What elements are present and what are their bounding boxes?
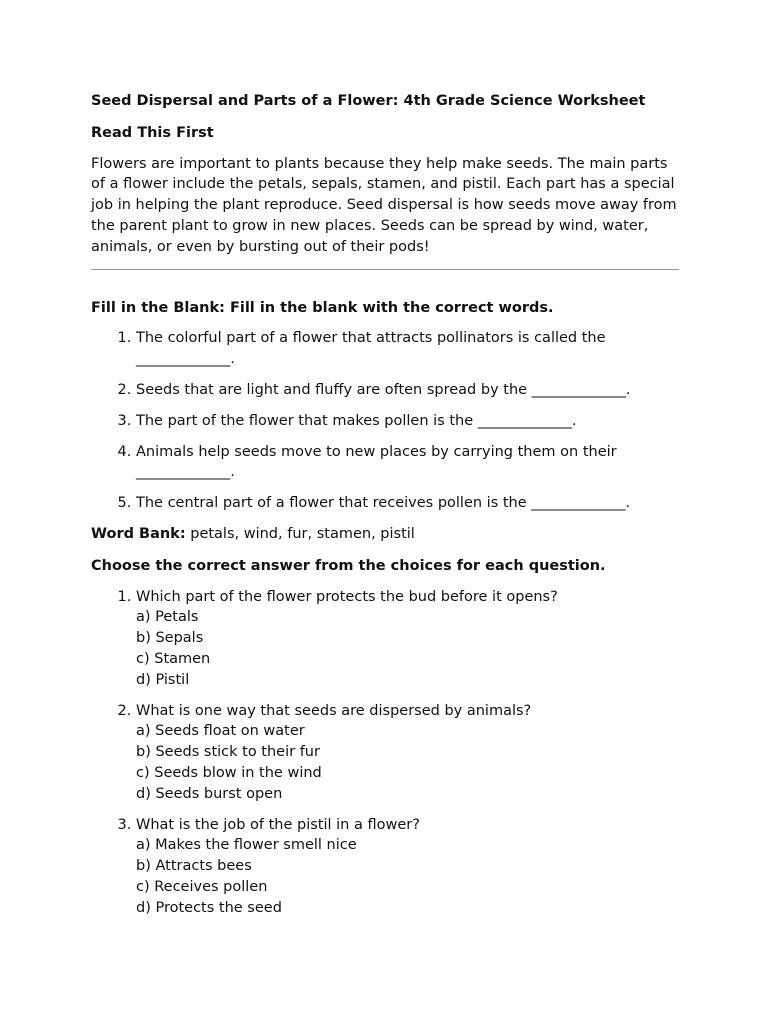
section-divider xyxy=(91,269,679,270)
question-3-choice-b: b) Attracts bees xyxy=(136,858,252,875)
question-2-choice-d: d) Seeds burst open xyxy=(136,785,283,802)
fill-in-blank-item-2: 2. Seeds that are light and fluffy are often spread by the _____________. xyxy=(136,380,678,401)
multiple-choice-heading: Choose the correct answer from the choices for each question. xyxy=(91,557,606,574)
question-2-choice-c: c) Seeds blow in the wind xyxy=(136,764,322,781)
question-2-choice-b: b) Seeds stick to their fur xyxy=(136,744,320,761)
question-3 xyxy=(136,815,678,919)
question-3-choice-c: c) Receives pollen xyxy=(136,878,268,895)
question-3-choice-a: a) Makes the flower smell nice xyxy=(136,837,357,854)
word-bank-words: petals, wind, fur, stamen, pistil xyxy=(190,525,415,542)
question-3-text: 3. What is the job of the pistil in a flower? xyxy=(136,816,420,833)
fill-in-blank-list xyxy=(91,328,678,514)
multiple-choice-list xyxy=(91,587,678,919)
intro-heading: Read This First xyxy=(91,124,214,141)
page-title: Seed Dispersal and Parts of a Flower: 4th Grade Science Worksheet xyxy=(91,93,646,109)
fill-in-blank-item-3: 3. The part of the flower that makes pollen is the _____________. xyxy=(136,411,678,432)
question-2 xyxy=(136,701,678,805)
word-bank xyxy=(91,524,678,545)
fill-in-blank-item-5: 5. The central part of a flower that receives pollen is the _____________. xyxy=(136,493,678,514)
intro-paragraph: Flowers are important to plants because they help make seeds. The main parts of a flower include the petals, sepals, stamen, and pistil. Each part has a special job in helping the plant reproduce. Seed dispersal is how seeds move away from the parent plant to grow in new places. Seeds can be spread by wind, water, animals, or even by bursting out of their pods! xyxy=(91,155,677,255)
question-1-text: 1. Which part of the flower protects the bud before it opens? xyxy=(136,588,558,605)
question-2-text: 2. What is one way that seeds are dispersed by animals? xyxy=(136,702,532,719)
fill-in-blank-heading: Fill in the Blank: Fill in the blank with the correct words. xyxy=(91,299,554,316)
question-2-choice-a: a) Seeds float on water xyxy=(136,723,305,740)
question-1-choice-d: d) Pistil xyxy=(136,671,190,688)
question-1-choice-c: c) Stamen xyxy=(136,650,211,667)
question-3-choice-d: d) Protects the seed xyxy=(136,899,282,916)
fill-in-blank-item-4: 4. Animals help seeds move to new places by carrying them on their _____________. xyxy=(136,442,678,484)
fill-in-blank-item-1: 1. The colorful part of a flower that attracts pollinators is called the _____________. xyxy=(136,328,678,370)
word-bank-label: Word Bank: xyxy=(91,525,186,542)
question-1-choice-a: a) Petals xyxy=(136,609,199,626)
question-1-choice-b: b) Sepals xyxy=(136,630,204,647)
question-1 xyxy=(136,587,678,691)
